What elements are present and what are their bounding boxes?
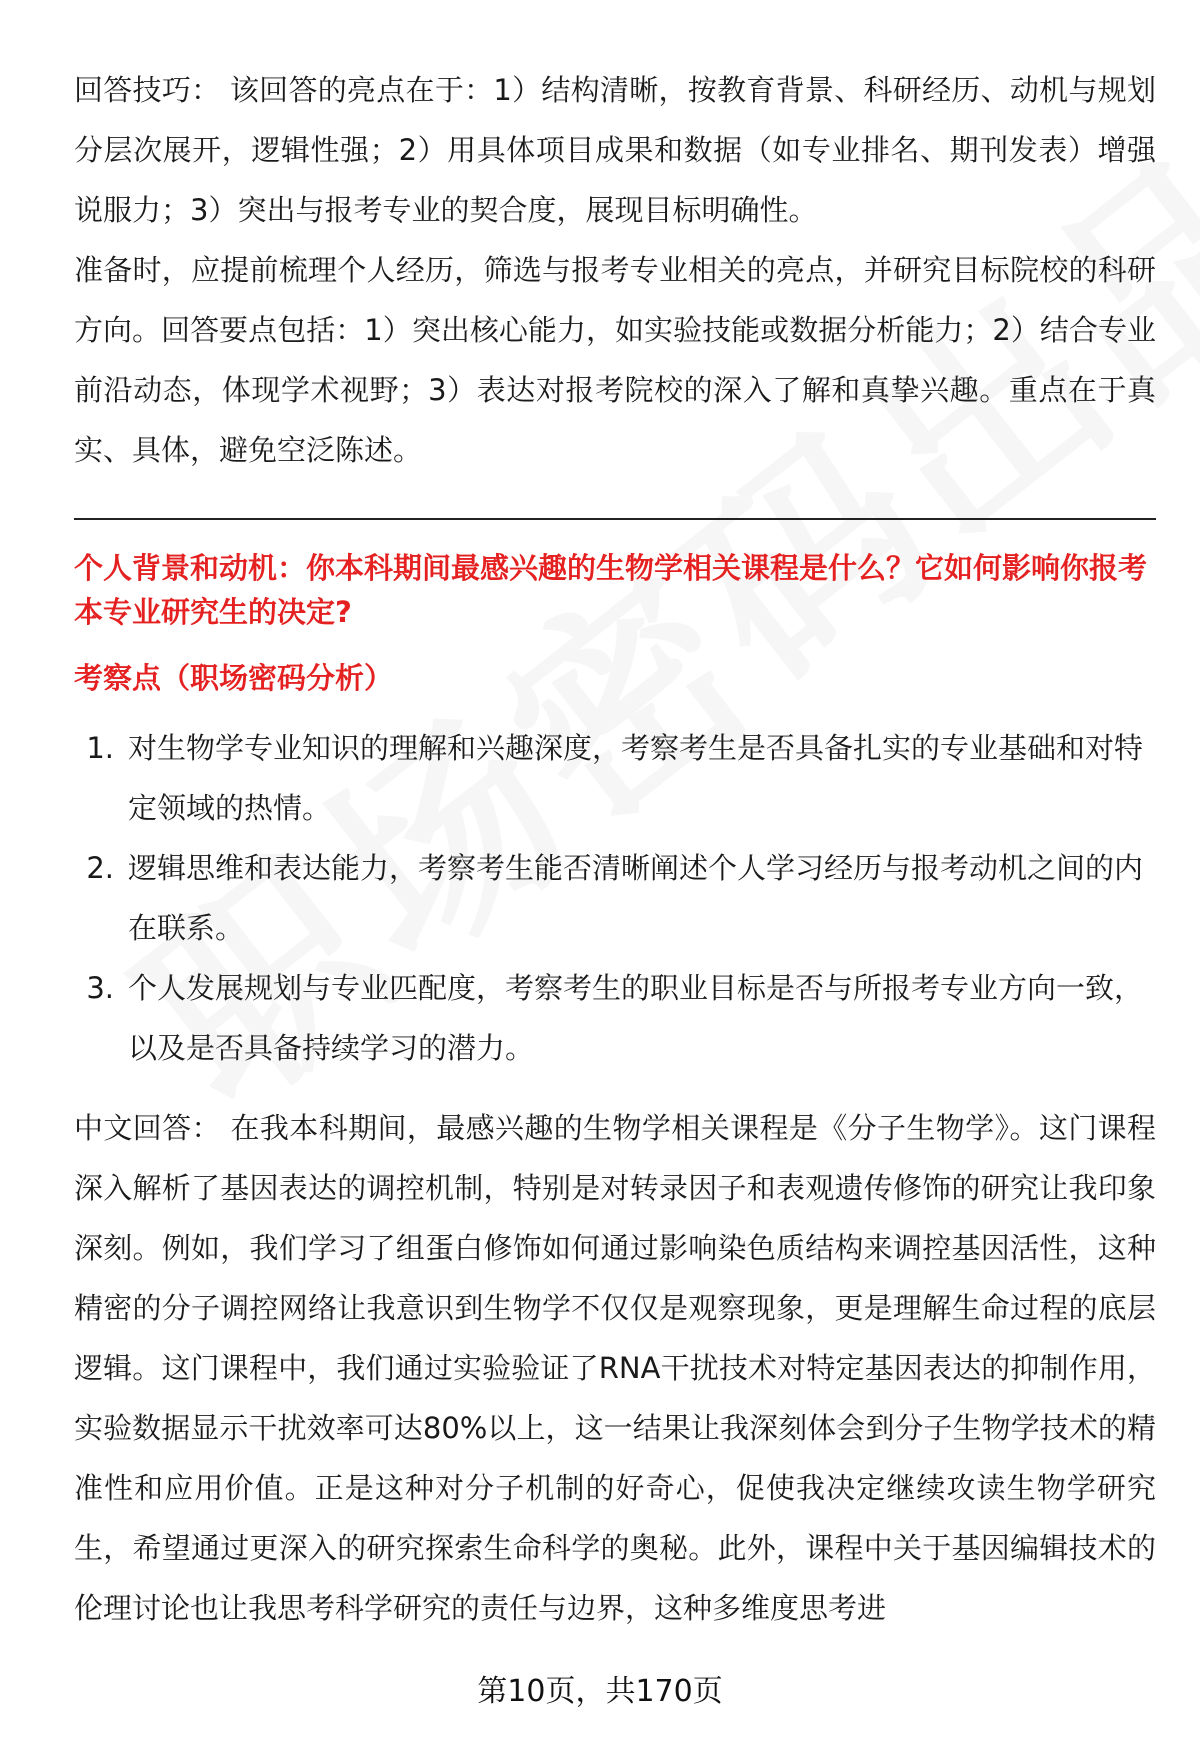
assessment-title: 考察点（职场密码分析） <box>74 661 394 695</box>
list-item-number: 3. <box>86 971 114 1005</box>
question-heading: 个人背景和动机：你本科期间最感兴趣的生物学相关课程是什么？它如何影响你报考本专业研究生的决定? <box>74 551 1148 629</box>
list-item <box>74 958 1156 1078</box>
list-item-number: 2. <box>86 851 114 885</box>
section-divider <box>74 518 1156 520</box>
assessment-point-list <box>74 718 1156 1078</box>
chinese-answer-paragraph: 中文回答： 在我本科期间，最感兴趣的生物学相关课程是《分子生物学》。这门课程深入解析了基因表达的调控机制，特别是对转录因子和表观遗传修饰的研究让我印象深刻。例如，我们学习了组蛋白修饰如何通过影响染色质结构来调控基因活性，这种精密的分子调控网络让我意识到生物学不仅仅是观察现象，更是理解生命过程的底层逻辑。这门课程中，我们通过实验验证了RNA干扰技术对特定基因表达的抑制作用，实验数据显示干扰效率可达80%以上，这一结果让我深刻体会到分子生物学技术的精准性和应用价值。正是这种对分子机制的好奇心，促使我决定继续攻读生物学研究生，希望通过更深入的研究探索生命科学的奥秘。此外，课程中关于基因编辑技术的伦理讨论也让我思考科学研究的责任与边界，这种多维度思考进 <box>74 1111 1156 1625</box>
preparation-paragraph: 准备时，应提前梳理个人经历，筛选与报考专业相关的亮点，并研究目标院校的科研方向。回答要点包括：1）突出核心能力，如实验技能或数据分析能力；2）结合专业前沿动态，体现学术视野；3）表达对报考院校的深入了解和真挚兴趣。重点在于真实、具体，避免空泛陈述。 <box>74 253 1156 467</box>
document-page <box>74 60 1156 1638</box>
list-item <box>74 718 1156 838</box>
list-item-text: 逻辑思维和表达能力，考察考生能否清晰阐述个人学习经历与报考动机之间的内在联系。 <box>128 851 1144 945</box>
page-number: 第10页，共170页 <box>477 1674 723 1709</box>
list-item-number: 1. <box>86 731 114 765</box>
list-item-text: 个人发展规划与专业匹配度，考察考生的职业目标是否与所报考专业方向一致，以及是否具备持续学习的潜力。 <box>128 971 1144 1065</box>
list-item-text: 对生物学专业知识的理解和兴趣深度，考察考生是否具备扎实的专业基础和对特定领域的热情。 <box>128 731 1144 825</box>
answer-tips-paragraph: 回答技巧： 该回答的亮点在于：1）结构清晰，按教育背景、科研经历、动机与规划分层次展开，逻辑性强；2）用具体项目成果和数据（如专业排名、期刊发表）增强说服力；3）突出与报考专业的契合度，展现目标明确性。 <box>74 73 1156 227</box>
list-item <box>74 838 1156 958</box>
